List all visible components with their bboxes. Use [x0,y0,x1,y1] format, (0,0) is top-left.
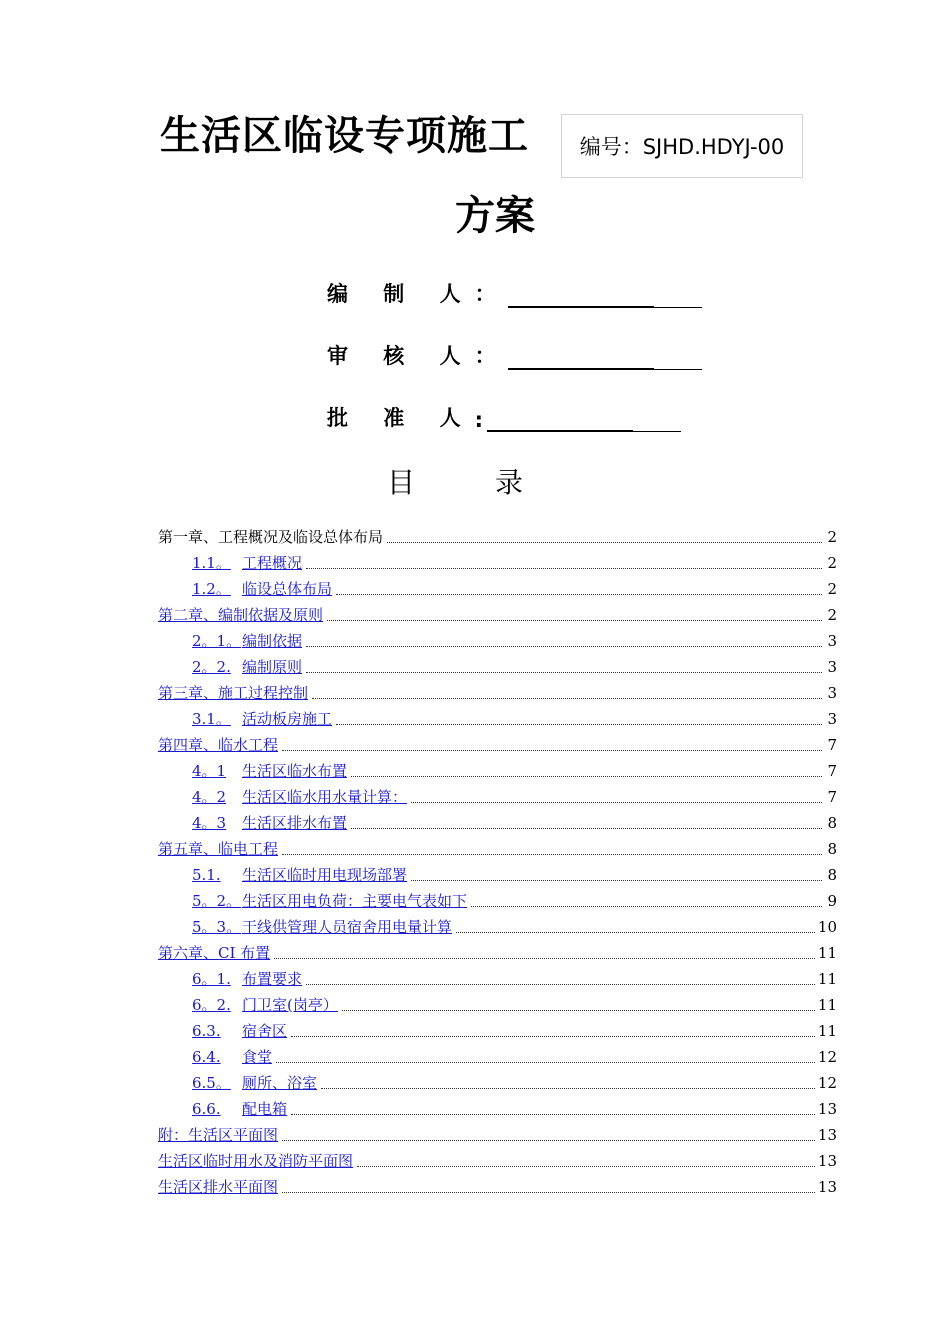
toc-dot-leader [282,1130,815,1141]
toc-entry[interactable] [158,911,837,937]
toc-page-number: 13 [817,1152,837,1170]
toc-page-number: 2 [827,554,837,572]
signature-row-compiler [327,278,702,308]
toc-entry-number[interactable]: 6。2. [192,996,231,1014]
toc-page-number: 2 [827,606,837,624]
toc-entry-link[interactable]: 第三章、施工过程控制 [158,684,309,702]
toc-entry-number[interactable]: 2。1。 [192,632,242,650]
signature-label: 编 制 人 [327,282,475,306]
toc-entry-link[interactable]: 生活区临时用电现场部署 [242,866,408,884]
toc-page-number: 12 [817,1074,837,1092]
toc-dot-leader [411,792,822,803]
toc-entry[interactable] [158,677,837,703]
toc-title: 目录 [386,466,603,499]
toc-dot-leader [282,740,822,751]
toc-dot-leader [351,818,822,829]
toc-dot-leader [282,1182,815,1193]
toc-entry-link[interactable]: 第二章、编制依据及原则 [158,606,324,624]
toc-entry-link[interactable]: 第五章、临电工程 [158,840,279,858]
toc-dot-leader [306,662,822,673]
toc-entry-link[interactable]: 第四章、临水工程 [158,736,279,754]
toc-page-number: 7 [827,788,837,806]
toc-page-number: 8 [827,866,837,884]
toc-page-number: 11 [817,970,837,988]
toc-page-number: 8 [827,840,837,858]
toc-entry-number[interactable]: 2。2. [192,658,231,676]
toc-entry[interactable] [158,1041,837,1067]
toc-dot-leader [336,584,822,595]
toc-entry-number[interactable]: 4。2 [192,788,227,806]
toc-entry[interactable] [158,989,837,1015]
toc-dot-leader [306,558,822,569]
toc-entry-link[interactable]: 临设总体布局 [242,580,333,598]
toc-dot-leader [336,714,822,725]
toc-entry-link[interactable]: 生活区排水布置 [242,814,348,832]
toc-entry-link[interactable]: 附：生活区平面图 [158,1126,279,1144]
toc-dot-leader [411,870,822,881]
toc-page-number: 2 [827,580,837,598]
toc-entry-link[interactable]: 食堂 [242,1048,273,1066]
document-title: 生活区临设专项施工 [160,113,529,159]
toc-entry[interactable] [158,859,837,885]
toc-page-number: 10 [817,918,837,936]
toc-entry[interactable] [158,755,837,781]
signature-colon: ： [474,282,496,306]
toc-page-number: 11 [817,944,837,962]
signature-row-reviewer [327,340,702,370]
toc-entry-link[interactable]: 生活区用电负荷：主要电气表如下 [242,892,468,910]
toc-dot-leader [357,1156,815,1167]
toc-dot-leader [456,922,815,933]
toc-entry-link[interactable]: 干线供管理人员宿舍用电量计算 [242,918,453,936]
toc-dot-leader [282,844,822,855]
toc-entry-number[interactable]: 6.4. [192,1048,221,1066]
toc-dot-leader [387,532,822,543]
toc-entry[interactable] [158,1171,837,1197]
toc-entry-number[interactable]: 3.1。 [192,710,231,728]
toc-entry[interactable] [158,833,837,859]
toc-page-number: 13 [817,1178,837,1196]
toc-dot-leader [306,974,815,985]
toc-entry[interactable] [158,781,837,807]
toc-entry-link[interactable]: 工程概况 [242,554,303,572]
toc-page-number: 3 [827,684,837,702]
toc-entry-number[interactable]: 1.1。 [192,554,231,572]
toc-dot-leader [471,896,822,907]
toc-entry[interactable] [158,1093,837,1119]
toc-page-number: 11 [817,996,837,1014]
toc-page-number: 11 [817,1022,837,1040]
toc-entry[interactable] [158,703,837,729]
toc-entry-link[interactable]: 厕所、浴室 [242,1074,318,1092]
toc-entry[interactable] [158,547,837,573]
toc-dot-leader [276,1052,815,1063]
toc-entry[interactable] [158,885,837,911]
toc-page-number: 7 [827,736,837,754]
toc-entry-link[interactable]: 配电箱 [242,1100,288,1118]
toc-page-number: 3 [827,710,837,728]
toc-entry-link[interactable]: 宿舍区 [242,1022,288,1040]
toc-dot-leader [312,688,822,699]
signature-colon: : [474,408,484,432]
signature-line [508,348,654,370]
toc-entry[interactable] [158,651,837,677]
toc-entry-number[interactable]: 6.5。 [192,1074,231,1092]
toc-entry[interactable] [158,573,837,599]
toc-entry-link[interactable]: 编制原则 [242,658,303,676]
toc-dot-leader [327,610,822,621]
toc-dot-leader [274,948,815,959]
toc-dot-leader [306,636,822,647]
toc-entry-number[interactable]: 4。1 [192,762,227,780]
document-code-box: 编号：SJHD.HDYJ-00 [561,114,803,178]
toc-entry[interactable] [158,1067,837,1093]
toc-entry-number[interactable]: 6.6. [192,1100,221,1118]
toc-entry-number[interactable]: 5。2。 [192,892,242,910]
toc-entry-link[interactable]: 生活区临水用水量计算： [242,788,408,806]
toc-page-number: 3 [827,658,837,676]
toc-dot-leader [291,1104,815,1115]
signature-line [508,286,654,308]
toc-page-number: 13 [817,1126,837,1144]
signature-label: 审 核 人 [327,344,475,368]
toc-entry-link[interactable]: 生活区排水平面图 [158,1178,279,1196]
toc-entry-link[interactable]: 生活区临时用水及消防平面图 [158,1152,354,1170]
signature-line-extension [654,287,702,308]
toc-entry-number[interactable]: 1.2。 [192,580,231,598]
toc-entry[interactable] [158,1119,837,1145]
toc-entry[interactable] [158,625,837,651]
toc-entry-link[interactable]: 第六章、CI 布置 [158,944,271,962]
toc-page-number: 8 [827,814,837,832]
signature-line-extension [654,349,702,370]
toc-page-number: 7 [827,762,837,780]
toc-entry-link[interactable]: 布置要求 [242,970,303,988]
table-of-contents [158,521,837,1197]
toc-page-number: 2 [827,528,837,546]
toc-page-number: 12 [817,1048,837,1066]
signature-label: 批 准 人 [327,406,475,430]
toc-dot-leader [351,766,822,777]
toc-entry-number[interactable]: 5.1. [192,866,221,884]
toc-dot-leader [342,1000,815,1011]
toc-entry-link[interactable]: 活动板房施工 [242,710,333,728]
toc-entry-number[interactable]: 5。3。 [192,918,242,936]
toc-entry-number[interactable]: 6。1. [192,970,231,988]
toc-entry-number[interactable]: 4。3 [192,814,227,832]
signature-row-approver [327,402,681,432]
toc-entry[interactable] [158,807,837,833]
toc-entry-link[interactable]: 编制依据 [242,632,303,650]
document-title-continued: 方案 [455,193,535,239]
toc-entry[interactable] [158,963,837,989]
signature-line [487,410,633,432]
toc-entry-link[interactable]: 第一章、工程概况及临设总体布局 [158,528,384,546]
toc-entry-link[interactable]: 生活区临水布置 [242,762,348,780]
toc-dot-leader [291,1026,815,1037]
toc-page-number: 9 [827,892,837,910]
toc-entry[interactable] [158,729,837,755]
toc-entry[interactable] [158,521,837,547]
toc-page-number: 3 [827,632,837,650]
toc-dot-leader [321,1078,815,1089]
toc-entry[interactable] [158,1015,837,1041]
toc-entry[interactable] [158,599,837,625]
signature-colon: ： [474,344,496,368]
toc-entry-link[interactable]: 门卫室(岗亭） [242,996,338,1014]
toc-page-number: 13 [817,1100,837,1118]
toc-entry[interactable] [158,1145,837,1171]
signature-line-extension [633,411,681,432]
toc-entry-number[interactable]: 6.3. [192,1022,221,1040]
toc-entry[interactable] [158,937,837,963]
